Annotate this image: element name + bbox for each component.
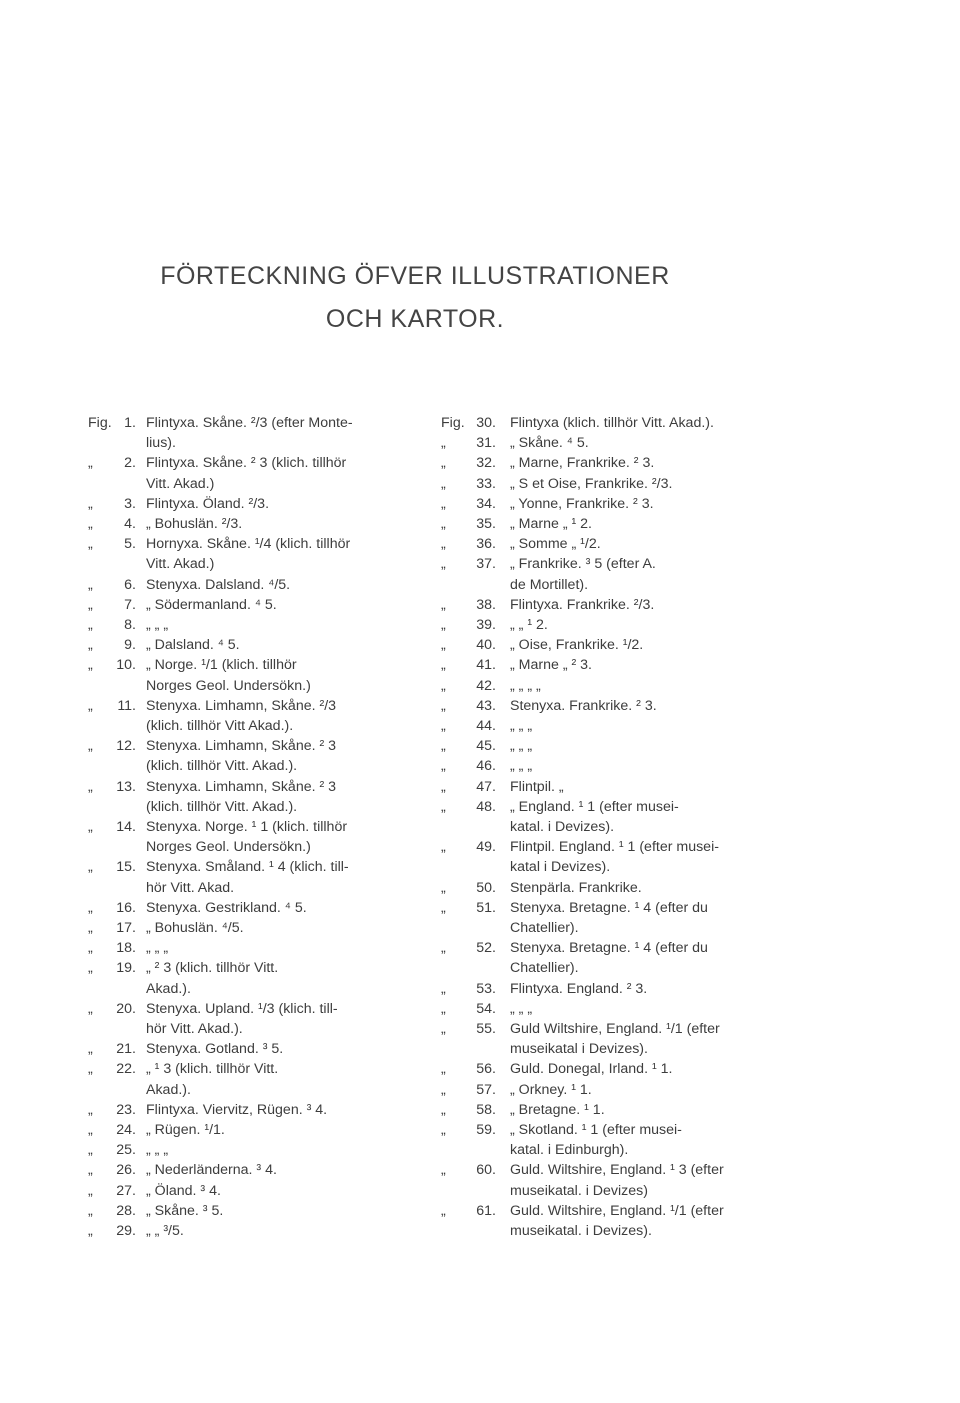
figure-description: „ Skåne. ⁴ 5. [510, 435, 589, 452]
figure-number: 49. [476, 839, 496, 856]
figure-number: 10. [116, 657, 136, 674]
entry-prefix: „ [441, 536, 446, 553]
figure-description: Chatellier). [510, 920, 579, 936]
entry-prefix: Fig. [441, 415, 465, 431]
figure-description: „ Orkney. ¹ 1. [510, 1081, 592, 1098]
figure-description: Stenyxa. Upland. ¹/3 (klich. till- [146, 1000, 338, 1017]
figure-description: „ Dalsland. ⁴ 5. [146, 637, 240, 654]
figure-description: hör Vitt. Akad.). [146, 1021, 243, 1037]
figure-description: Flintyxa. Viervitz, Rügen. ³ 4. [146, 1101, 328, 1118]
entry-prefix: „ [441, 798, 446, 815]
figure-number: 8. [124, 617, 136, 633]
figure-number: 17. [116, 920, 136, 936]
figure-number: 30. [476, 415, 496, 431]
entry-prefix: „ [441, 758, 446, 775]
entry-prefix: „ [441, 778, 446, 795]
figure-description: Flintpil. England. ¹ 1 (efter musei- [510, 839, 719, 856]
figure-description: „ Rügen. ¹/1. [146, 1122, 225, 1138]
figure-description: „ ¹ 3 (klich. tillhör Vitt. [146, 1061, 279, 1078]
figure-description: Flintyxa (klich. tillhör Vitt. Akad.). [510, 415, 714, 431]
entry-prefix: „ [88, 899, 93, 916]
figure-description: „ Södermanland. ⁴ 5. [146, 596, 277, 613]
figure-number: 50. [476, 879, 496, 896]
figure-number: 7. [124, 596, 136, 613]
entry-prefix: „ [441, 677, 446, 694]
figure-number: 29. [116, 1223, 136, 1239]
figure-description: „ „ „ [146, 1142, 169, 1159]
figure-description: „ Nederländerna. ³ 4. [146, 1162, 277, 1179]
figure-number: 46. [476, 758, 496, 775]
figure-number: 9. [124, 637, 136, 654]
figure-description: „ Marne „ ² 3. [510, 657, 592, 674]
entry-prefix: „ [88, 1162, 93, 1179]
figure-number: 52. [476, 940, 496, 957]
figure-description: Chatellier). [510, 960, 579, 977]
figure-number: 38. [476, 596, 496, 613]
figure-description: „ „ ¹ 2. [510, 617, 548, 633]
figure-description: Flintyxa. England. ² 3. [510, 980, 648, 997]
figure-description: Norges Geol. Undersökn.) [146, 839, 311, 856]
figure-description: „ Oise, Frankrike. ¹/2. [510, 637, 644, 654]
figure-number: 24. [116, 1122, 136, 1138]
figure-description: „ „ ³/5. [146, 1223, 184, 1239]
entry-prefix: „ [88, 940, 93, 957]
entry-prefix: „ [441, 1061, 446, 1078]
figure-description: museikatal i Devizes). [510, 1041, 648, 1058]
entry-prefix: „ [88, 596, 93, 613]
figure-number: 54. [476, 1000, 496, 1017]
figure-number: 15. [116, 859, 136, 876]
figure-number: 56. [476, 1061, 496, 1078]
figure-number: 25. [116, 1142, 136, 1159]
figure-number: 13. [116, 778, 136, 795]
entry-prefix: „ [88, 617, 93, 633]
figure-description: Flintyxa. Frankrike. ²/3. [510, 596, 655, 613]
entry-prefix: „ [441, 940, 446, 957]
entry-prefix: „ [441, 637, 446, 654]
figure-description: „ Bohuslän. ⁴/5. [146, 920, 244, 936]
figure-description: „ „ „ [510, 718, 533, 734]
figure-number: 55. [476, 1021, 496, 1037]
entry-prefix: „ [441, 435, 446, 452]
entry-prefix: „ [441, 718, 446, 734]
figure-description: katal. i Devizes). [510, 819, 615, 835]
page-title-line-2: OCH KARTOR. [325, 305, 505, 333]
figure-number: 18. [116, 940, 136, 957]
entry-prefix: „ [88, 1101, 93, 1118]
figure-description: „ Yonne, Frankrike. ² 3. [510, 495, 654, 512]
entry-prefix: „ [88, 920, 93, 936]
entry-prefix: „ [441, 839, 446, 856]
figure-description: „ Somme „ ¹/2. [510, 536, 601, 553]
entry-prefix: „ [88, 1142, 93, 1159]
entry-prefix: „ [88, 536, 93, 553]
figure-description: „ England. ¹ 1 (efter musei- [510, 798, 679, 815]
entry-prefix: „ [441, 475, 446, 492]
figure-description: Stenyxa. Limhamn, Skåne. ² 3 [146, 778, 337, 795]
figure-description: Flintyxa. Skåne. ²/3 (efter Monte- [146, 415, 353, 431]
figure-number: 41. [476, 657, 496, 674]
figure-number: 45. [476, 738, 496, 755]
entry-prefix: „ [88, 657, 93, 674]
figure-number: 48. [476, 798, 496, 815]
figure-number: 37. [476, 556, 496, 573]
figure-description: katal. i Edinburgh). [510, 1142, 629, 1159]
entry-prefix: „ [441, 697, 446, 714]
figure-description: Flintyxa. Skåne. ² 3 (klich. tillhör [146, 455, 347, 472]
entry-prefix: „ [441, 980, 446, 997]
entry-prefix: „ [88, 637, 93, 654]
figure-number: 27. [116, 1182, 136, 1199]
figure-description: Stenyxa. Norge. ¹ 1 (klich. tillhör [146, 819, 348, 835]
figure-description: „ ² 3 (klich. tillhör Vitt. [146, 960, 279, 977]
figure-number: 34. [476, 495, 496, 512]
figure-description: Stenyxa. Bretagne. ¹ 4 (efter du [510, 899, 708, 916]
figure-description: „ „ „ [510, 1000, 533, 1017]
entry-prefix: „ [88, 455, 93, 472]
figure-description: Stenyxa. Limhamn, Skåne. ²/3 [146, 697, 337, 714]
figure-number: 39. [476, 617, 496, 633]
figure-description: lius). [146, 435, 176, 452]
figure-number: 4. [124, 516, 136, 532]
figure-number: 11. [117, 697, 136, 714]
page-title-line-1: FÖRTECKNING ÖFVER ILLUSTRATIONER [160, 262, 670, 290]
figure-description: „ Bohuslän. ²/3. [146, 516, 243, 532]
figure-number: 58. [476, 1101, 496, 1118]
figure-description: Akad.). [146, 1081, 191, 1098]
entry-prefix: „ [441, 1101, 446, 1118]
entry-prefix: „ [441, 879, 446, 896]
figure-description: hör Vitt. Akad. [146, 879, 235, 896]
figure-description: „ Frankrike. ³ 5 (efter A. [510, 556, 656, 573]
entry-prefix: „ [88, 738, 93, 755]
figure-number: 43. [476, 697, 496, 714]
entry-prefix: „ [88, 859, 93, 876]
figure-description: (klich. tillhör Vitt. Akad.). [146, 758, 298, 775]
figure-number: 33. [476, 475, 496, 492]
figure-number: 12. [116, 738, 136, 755]
figure-number: 2. [124, 455, 136, 472]
figure-description: (klich. tillhör Vitt Akad.). [146, 718, 294, 734]
entry-prefix: „ [88, 1122, 93, 1138]
figure-description: (klich. tillhör Vitt. Akad.). [146, 798, 298, 815]
figure-description: „ Bretagne. ¹ 1. [510, 1101, 605, 1118]
figure-description: Akad.). [146, 980, 191, 997]
entry-prefix: „ [441, 455, 446, 472]
figure-number: 16. [116, 899, 136, 916]
figure-number: 47. [476, 778, 496, 795]
entry-prefix: Fig. [88, 415, 112, 431]
figure-description: Guld Wiltshire, England. ¹/1 (efter [510, 1021, 720, 1037]
figure-description: Hornyxa. Skåne. ¹/4 (klich. tillhör [146, 536, 351, 553]
figure-description: Guld. Wiltshire, England. ¹ 3 (efter [510, 1162, 724, 1179]
figure-number: 3. [124, 495, 136, 512]
figure-description: de Mortillet). [510, 576, 589, 593]
figure-description: katal i Devizes). [510, 859, 611, 876]
figure-description: Vitt. Akad.) [146, 475, 215, 492]
entry-prefix: „ [88, 697, 93, 714]
entry-prefix: „ [441, 596, 446, 613]
entry-prefix: „ [88, 516, 93, 532]
figure-number: 51. [476, 899, 496, 916]
figure-description: Stenyxa. Småland. ¹ 4 (klich. till- [146, 859, 349, 876]
entry-prefix: „ [441, 1081, 446, 1098]
entry-prefix: „ [88, 1041, 93, 1058]
figure-description: Stenyxa. Gotland. ³ 5. [146, 1041, 284, 1058]
figure-number: 28. [116, 1202, 136, 1219]
entry-prefix: „ [88, 1061, 93, 1078]
figure-description: „ „ „ „ [510, 677, 541, 694]
entry-prefix: „ [441, 495, 446, 512]
figure-description: „ Marne „ ¹ 2. [510, 516, 592, 532]
figure-description: „ S et Oise, Frankrike. ²/3. [510, 475, 673, 492]
entry-prefix: „ [88, 1202, 93, 1219]
figure-number: 21. [116, 1041, 136, 1058]
entry-prefix: „ [441, 516, 446, 532]
figure-description: „ „ „ [510, 738, 533, 755]
figure-description: „ „ „ [146, 940, 169, 957]
figure-description: Stenyxa. Frankrike. ² 3. [510, 697, 657, 714]
entry-prefix: „ [88, 1182, 93, 1199]
figure-description: Stenpärla. Frankrike. [510, 879, 642, 896]
figure-number: 22. [116, 1061, 136, 1078]
figure-description: Stenyxa. Limhamn, Skåne. ² 3 [146, 738, 337, 755]
figure-number: 59. [476, 1122, 496, 1138]
entry-prefix: „ [441, 1000, 446, 1017]
figure-number: 36. [476, 536, 496, 553]
figure-number: 40. [476, 637, 496, 654]
entry-prefix: „ [441, 657, 446, 674]
entry-prefix: „ [441, 1021, 446, 1037]
figure-description: Guld. Wiltshire, England. ¹/1 (efter [510, 1202, 724, 1219]
entry-prefix: „ [88, 576, 93, 593]
figure-number: 44. [476, 718, 496, 734]
figure-number: 35. [476, 516, 496, 532]
entry-prefix: „ [441, 1122, 446, 1138]
figure-description: Vitt. Akad.) [146, 556, 215, 573]
figure-description: „ Skotland. ¹ 1 (efter musei- [510, 1122, 682, 1138]
figure-description: „ Norge. ¹/1 (klich. tillhör [146, 657, 297, 674]
entry-prefix: „ [441, 1202, 446, 1219]
figure-description: „ Skåne. ³ 5. [146, 1202, 224, 1219]
entry-prefix: „ [441, 899, 446, 916]
figure-description: Guld. Donegal, Irland. ¹ 1. [510, 1061, 673, 1078]
figure-number: 60. [476, 1162, 496, 1179]
figure-description: Norges Geol. Undersökn.) [146, 677, 311, 694]
figure-number: 23. [116, 1101, 136, 1118]
figure-number: 20. [116, 1000, 136, 1017]
figure-number: 5. [124, 536, 136, 553]
figure-number: 14. [116, 819, 136, 835]
entry-prefix: „ [88, 1223, 93, 1239]
figure-number: 6. [124, 576, 136, 593]
figure-description: museikatal. i Devizes). [510, 1223, 652, 1239]
figure-number: 19. [116, 960, 136, 977]
entry-prefix: „ [88, 778, 93, 795]
figure-number: 57. [476, 1081, 496, 1098]
figure-description: „ Marne, Frankrike. ² 3. [510, 455, 655, 472]
figure-description: „ „ „ [510, 758, 533, 775]
figure-description: „ „ „ [146, 617, 169, 633]
entry-prefix: „ [88, 960, 93, 977]
entry-prefix: „ [441, 556, 446, 573]
entry-prefix: „ [88, 495, 93, 512]
figure-description: „ Öland. ³ 4. [146, 1182, 221, 1199]
figure-number: 26. [116, 1162, 136, 1179]
entry-prefix: „ [441, 617, 446, 633]
figure-description: Stenyxa. Bretagne. ¹ 4 (efter du [510, 940, 708, 957]
entry-prefix: „ [441, 738, 446, 755]
entry-prefix: „ [88, 819, 93, 835]
figure-description: museikatal. i Devizes) [510, 1182, 648, 1199]
figure-number: 32. [476, 455, 496, 472]
entry-prefix: „ [88, 1000, 93, 1017]
figure-description: Stenyxa. Gestrikland. ⁴ 5. [146, 899, 307, 916]
figure-description: Stenyxa. Dalsland. ⁴/5. [146, 576, 291, 593]
figure-number: 61. [476, 1202, 496, 1219]
figure-description: Flintyxa. Öland. ²/3. [146, 495, 270, 512]
entry-prefix: „ [441, 1162, 446, 1179]
figure-number: 53. [476, 980, 496, 997]
figure-number: 31. [476, 435, 496, 452]
figure-number: 1. [124, 415, 136, 431]
figure-description: Flintpil. „ [510, 778, 564, 795]
figure-number: 42. [476, 677, 496, 694]
